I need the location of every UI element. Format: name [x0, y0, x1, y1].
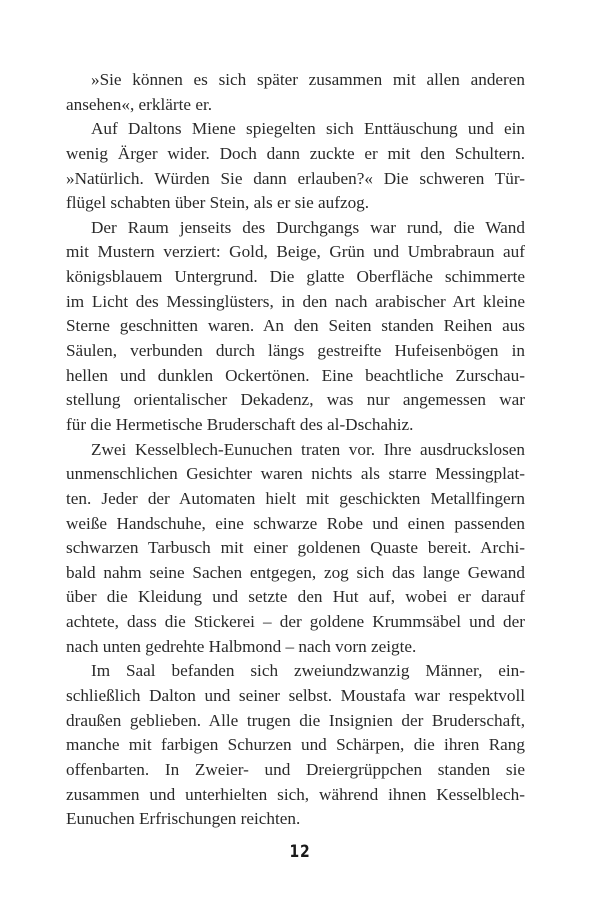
text-line: weiße Handschuhe, eine schwarze Robe und einen passenden: [66, 513, 525, 533]
text-line: schwarzen Tarbusch mit einer goldenen Quaste bereit. Archi-: [66, 538, 525, 558]
text-line: schließlich Dalton und seiner selbst. Moustafa war respektvoll: [66, 686, 525, 706]
text-line: Im Saal befanden sich zweiundzwanzig Männer, ein-: [91, 661, 525, 681]
paragraph: [66, 117, 525, 216]
paragraph: [66, 68, 525, 117]
text-line: stellung orientalischer Dekadenz, was nur angemessen war: [66, 390, 525, 410]
paragraph: [66, 438, 525, 660]
text-line: bald nahm seine Sachen entgegen, zog sich das lange Gewand: [66, 562, 525, 582]
text-line: hellen und dunklen Ockertönen. Eine beachtliche Zurschau-: [66, 365, 525, 385]
text-line: Eunuchen Erfrischungen reichten.: [66, 809, 301, 829]
text-line: unmenschlichen Gesichter waren nichts als starre Messingplat-: [66, 464, 525, 484]
text-line: Der Raum jenseits des Durchgangs war rund, die Wand: [91, 217, 525, 237]
text-line: ansehen«, erklärte er.: [66, 94, 213, 114]
text-line: offenbarten. In Zweier- und Dreiergrüppchen standen sie: [66, 759, 525, 779]
text-line: über die Kleidung und setzte den Hut auf, wobei er darauf: [66, 587, 525, 607]
text-line: »Sie können es sich später zusammen mit allen anderen: [91, 70, 525, 89]
paragraph: [66, 659, 525, 831]
text-line: königsblauem Untergrund. Die glatte Oberfläche schimmerte: [66, 267, 525, 287]
text-line: wenig Ärger wider. Doch dann zuckte er mit den Schultern.: [66, 143, 525, 163]
text-line: nach unten gedrehte Halbmond – nach vorn zeigte.: [66, 636, 417, 656]
page-body: [66, 68, 525, 832]
text-line: achtete, dass die Stickerei – der goldene Krummsäbel und der: [66, 612, 525, 632]
text-line: Auf Daltons Miene spiegelten sich Enttäuschung und ein: [91, 119, 525, 139]
page-number: 12: [289, 842, 311, 862]
text-line: manche mit farbigen Schurzen und Schärpen, die ihren Rang: [66, 735, 525, 755]
text-line: ten. Jeder der Automaten hielt mit geschickten Metallfingern: [66, 488, 525, 508]
text-line: draußen geblieben. Alle trugen die Insignien der Bruderschaft,: [66, 710, 525, 730]
text-line: Zwei Kesselblech-Eunuchen traten vor. Ihre ausdruckslosen: [91, 439, 525, 459]
text-line: im Licht des Messinglüsters, in den nach arabischer Art kleine: [66, 291, 525, 311]
text-line: Sterne geschnitten waren. An den Seiten standen Reihen aus: [66, 316, 525, 336]
text-line: mit Mustern verziert: Gold, Beige, Grün und Umbrabraun auf: [66, 242, 525, 262]
text-line: flügel schabten über Stein, als er sie aufzog.: [66, 193, 370, 213]
text-line: »Natürlich. Würden Sie dann erlauben?« Die schweren Tür-: [66, 168, 525, 188]
paragraph: [66, 216, 525, 438]
text-line: für die Hermetische Bruderschaft des al-Dschahiz.: [66, 414, 414, 434]
text-line: Säulen, verbunden durch längs gestreifte Hufeisenbögen in: [66, 341, 525, 361]
text-line: zusammen und unterhielten sich, während ihnen Kesselblech-: [66, 784, 525, 804]
